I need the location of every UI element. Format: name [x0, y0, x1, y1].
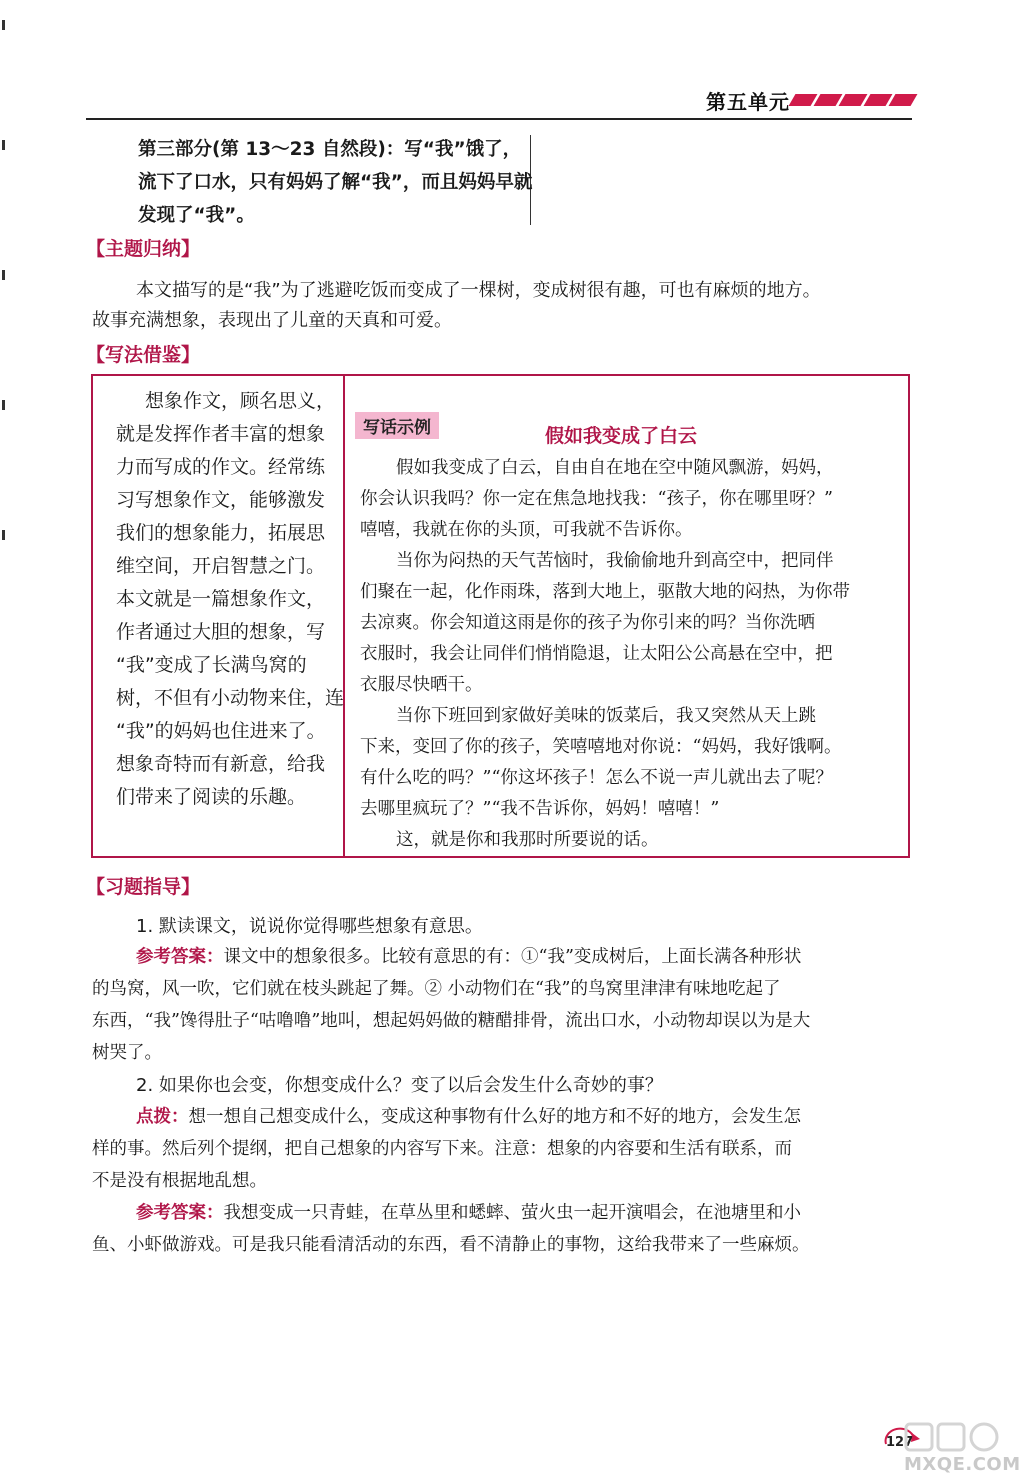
example-line: 衣服尽快晒干。 — [360, 675, 483, 695]
header-rule — [86, 118, 912, 120]
analysis-line: 们带来了阅读的乐趣。 — [116, 786, 307, 808]
example-line: 嘻嘻，我就在你的头顶，可我就不告诉你。 — [360, 520, 693, 540]
box-divider — [343, 374, 345, 858]
analysis-line: 树，不但有小动物来住，连 — [116, 687, 345, 709]
hint-line: 样的事。然后列个提纲，把自己想象的内容写下来。注意：想象的内容要和生活有联系，而 — [92, 1139, 792, 1159]
analysis-line: 维空间，开启智慧之门。 — [116, 555, 326, 577]
analysis-line: “我”的妈妈也住进来了。 — [116, 720, 326, 742]
part-three-line: 第三部分(第 13～23 自然段)：写“我”饿了， — [138, 139, 522, 160]
example-line: 下来，变回了你的孩子，笑嘻嘻地对你说：“妈妈，我好饿啊。 — [360, 737, 842, 757]
theme-line: 故事充满想象，表现出了儿童的天真和可爱。 — [92, 310, 452, 331]
analysis-line: 就是发挥作者丰富的想象 — [116, 423, 326, 445]
answer-1-line: 树哭了。 — [92, 1043, 162, 1063]
hint-line-0 — [136, 1103, 801, 1128]
example-line: 们聚在一起，化作雨珠，落到大地上，驱散大地的闷热，为你带 — [360, 582, 850, 602]
answer-2-line-0 — [136, 1199, 801, 1224]
page-number: 127 — [886, 1435, 914, 1450]
example-line: 有什么吃的吗？”“你这坏孩子！怎么不说一声儿就出去了呢？ — [360, 768, 833, 788]
question-1: 1. 默读课文，说说你觉得哪些想象有意思。 — [136, 916, 483, 937]
analysis-line: 我们的想象能力，拓展思 — [116, 522, 326, 544]
hint-line: 不是没有根据地乱想。 — [92, 1171, 267, 1191]
part-three-line: 流下了口水，只有妈妈了解“我”，而且妈妈早就 — [138, 172, 533, 193]
answer-1-label: 参考答案： — [136, 947, 224, 967]
watermark-url: MXQE.COM — [904, 1454, 1021, 1475]
example-line: 当你下班回到家做好美味的饭菜后，我又突然从天上跳 — [396, 706, 816, 726]
example-line: 去凉爽。你会知道这雨是你的孩子为你引来的吗？当你洗晒 — [360, 613, 815, 633]
answer-2-line: 鱼、小虾做游戏。可是我只能看清活动的东西，看不清静止的事物，这给我带来了一些麻烦。 — [92, 1235, 810, 1255]
example-line: 这，就是你和我那时所要说的话。 — [396, 830, 659, 850]
unit-header — [706, 86, 912, 116]
example-line: 假如我变成了白云，自由自在地在空中随风飘游，妈妈， — [396, 458, 834, 478]
margin-marks — [0, 0, 8, 600]
unit-decor-bars — [792, 94, 914, 106]
answer-1-line: 东西，“我”馋得肚子“咕噜噜”地叫，想起妈妈做的糖醋排骨，流出口水，小动物却误以为是大 — [92, 1011, 811, 1031]
theme-line: 本文描写的是“我”为了逃避吃饭而变成了一棵树，变成树很有趣，可也有麻烦的地方。 — [136, 280, 821, 301]
analysis-line: 力而写成的作文。经常练 — [116, 456, 326, 478]
analysis-line: 作者通过大胆的想象，写 — [116, 621, 326, 643]
unit-title: 第五单元 — [706, 90, 790, 114]
answer-1-line-0 — [136, 943, 801, 968]
analysis-line: “我”变成了长满鸟窝的 — [116, 654, 307, 676]
watermark-logo-icon — [904, 1420, 1000, 1454]
answer-2-text: 我想变成一只青蛙，在草丛里和蟋蟀、萤火虫一起开演唱会，在池塘里和小 — [223, 1203, 801, 1223]
example-line: 去哪里疯玩了？”“我不告诉你，妈妈！嘻嘻！” — [360, 799, 720, 819]
analysis-line: 本文就是一篇想象作文， — [116, 588, 326, 610]
answer-2-label: 参考答案： — [136, 1203, 224, 1223]
example-line: 你会认识我吗？你一定在焦急地找我：“孩子，你在哪里呀？” — [360, 489, 833, 509]
analysis-line: 想象作文，顾名思义， — [145, 390, 336, 412]
question-2: 2. 如果你也会变，你想变成什么？变了以后会发生什么奇妙的事？ — [136, 1075, 663, 1096]
hint-text: 想一想自己想变成什么，变成这种事物有什么好的地方和不好的地方，会发生怎 — [188, 1107, 801, 1127]
writing-label: 【写法借鉴】 — [86, 344, 201, 366]
analysis-line: 习写想象作文，能够激发 — [116, 489, 326, 511]
example-line: 当你为闷热的天气苦恼时，我偷偷地升到高空中，把同伴 — [396, 551, 834, 571]
hint-label: 点拨： — [136, 1107, 189, 1127]
part-three-line: 发现了“我”。 — [138, 205, 255, 226]
example-title: 假如我变成了白云 — [545, 425, 698, 447]
exercise-label: 【习题指导】 — [86, 876, 201, 898]
watermark — [904, 1420, 1021, 1475]
theme-label: 【主题归纳】 — [86, 238, 201, 260]
answer-1-line: 的鸟窝，风一吹，它们就在枝头跳起了舞。② 小动物们在“我”的鸟窝里津津有味地吃起了 — [92, 979, 781, 999]
example-tag: 写话示例 — [355, 412, 439, 439]
part-three-box — [138, 135, 531, 225]
example-line: 衣服时，我会让同伴们悄悄隐退，让太阳公公高悬在空中，把 — [360, 644, 833, 664]
answer-1-text: 课文中的想象很多。比较有意思的有：①“我”变成树后，上面长满各种形状 — [223, 947, 802, 967]
analysis-line: 想象奇特而有新意，给我 — [116, 753, 326, 775]
